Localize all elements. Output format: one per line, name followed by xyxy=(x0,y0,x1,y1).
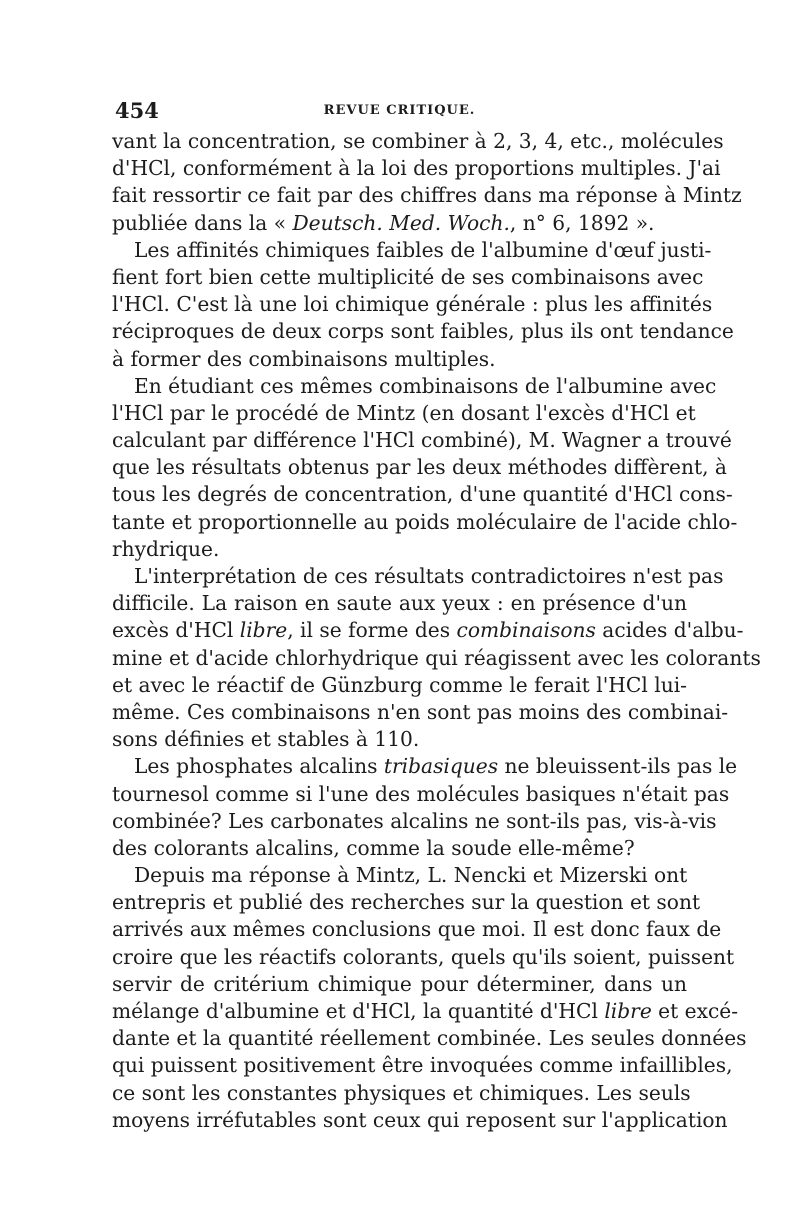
text-line: ce sont les constantes physiques et chimiques. Les seuls xyxy=(112,1080,691,1105)
text-line: et avec le réactif de Günzburg comme le ferait l'HCl lui- xyxy=(112,672,687,697)
text-line: des colorants alcalins, comme la soude elle-même? xyxy=(112,835,635,860)
text-line: Les affinités chimiques faibles de l'albumine d'œuf justi- xyxy=(134,237,712,262)
text-line: rhydrique. xyxy=(112,536,220,561)
text-line: L'interprétation de ces résultats contradictoires n'est pas xyxy=(134,564,724,588)
text-line: difficile. La raison en saute aux yeux : en présence d'un xyxy=(112,591,687,616)
text-line: servir de critérium chimique pour déterminer, dans un xyxy=(112,971,687,996)
page-number: 454 xyxy=(115,98,159,123)
text-line: l'HCl par le procédé de Mintz (en dosant l'excès d'HCl et xyxy=(112,400,696,425)
text-line: mélange d'albumine et d'HCl, la quantité d'HCl libre et excé- xyxy=(112,999,739,1023)
text-line: Les phosphates alcalins tribasiques ne bleuissent-ils pas le xyxy=(134,754,738,779)
text-line: vant la concentration, se combiner à 2, 3, 4, etc., molécules xyxy=(112,129,724,153)
text-line: que les résultats obtenus par les deux méthodes diffèrent, à xyxy=(112,455,727,480)
book-page xyxy=(112,94,761,1134)
text-line: entrepris et publié des recherches sur la question et sont xyxy=(112,890,701,915)
text-line: fait ressortir ce fait par des chiffres dans ma réponse à Mintz xyxy=(112,183,742,208)
text-line: tante et proportionnelle au poids moléculaire de l'acide chlo- xyxy=(112,509,738,534)
body-text xyxy=(112,128,761,1134)
text-line: dante et la quantité réellement combinée. Les seules données xyxy=(112,1026,747,1051)
text-line: Depuis ma réponse à Mintz, L. Nencki et Mizerski ont xyxy=(134,863,688,888)
text-line: fient fort bien cette multiplicité de ses combinaisons avec xyxy=(112,264,704,289)
text-line: publiée dans la « Deutsch. Med. Woch., n° 6, 1892 ». xyxy=(112,210,655,235)
text-line: arrivés aux mêmes conclusions que moi. Il est donc faux de xyxy=(112,917,722,942)
text-line: croire que les réactifs colorants, quels qu'ils soient, puissent xyxy=(112,944,735,969)
text-line: excès d'HCl libre, il se forme des combinaisons acides d'albu- xyxy=(112,618,744,643)
text-line: tournesol comme si l'une des molécules basiques n'était pas xyxy=(112,781,730,806)
text-line: mine et d'acide chlorhydrique qui réagissent avec les colorants xyxy=(112,645,761,670)
text-line: tous les degrés de concentration, d'une quantité d'HCl cons- xyxy=(112,482,733,507)
text-line: réciproques de deux corps sont faibles, plus ils ont tendance xyxy=(112,319,734,344)
text-line: sons définies et stables à 110. xyxy=(112,727,420,752)
text-line: qui puissent positivement être invoquées comme infaillibles, xyxy=(112,1053,733,1078)
running-head xyxy=(112,94,687,128)
text-line: même. Ces combinaisons n'en sont pas moins des combinai- xyxy=(112,699,729,724)
text-line: En étudiant ces mêmes combinaisons de l'albumine avec xyxy=(134,373,717,398)
text-line: calculant par différence l'HCl combiné), M. Wagner a trouvé xyxy=(112,428,732,453)
text-line: moyens irréfutables sont ceux qui reposent sur l'application xyxy=(112,1107,728,1132)
header-title: REVUE CRITIQUE. xyxy=(323,103,476,118)
text-line: d'HCl, conformément à la loi des proportions multiples. J'ai xyxy=(112,156,721,181)
text-line: l'HCl. C'est là une loi chimique générale : plus les affinités xyxy=(112,292,713,317)
text-line: à former des combinaisons multiples. xyxy=(112,346,496,371)
text-line: combinée? Les carbonates alcalins ne sont-ils pas, vis-à-vis xyxy=(112,808,717,833)
